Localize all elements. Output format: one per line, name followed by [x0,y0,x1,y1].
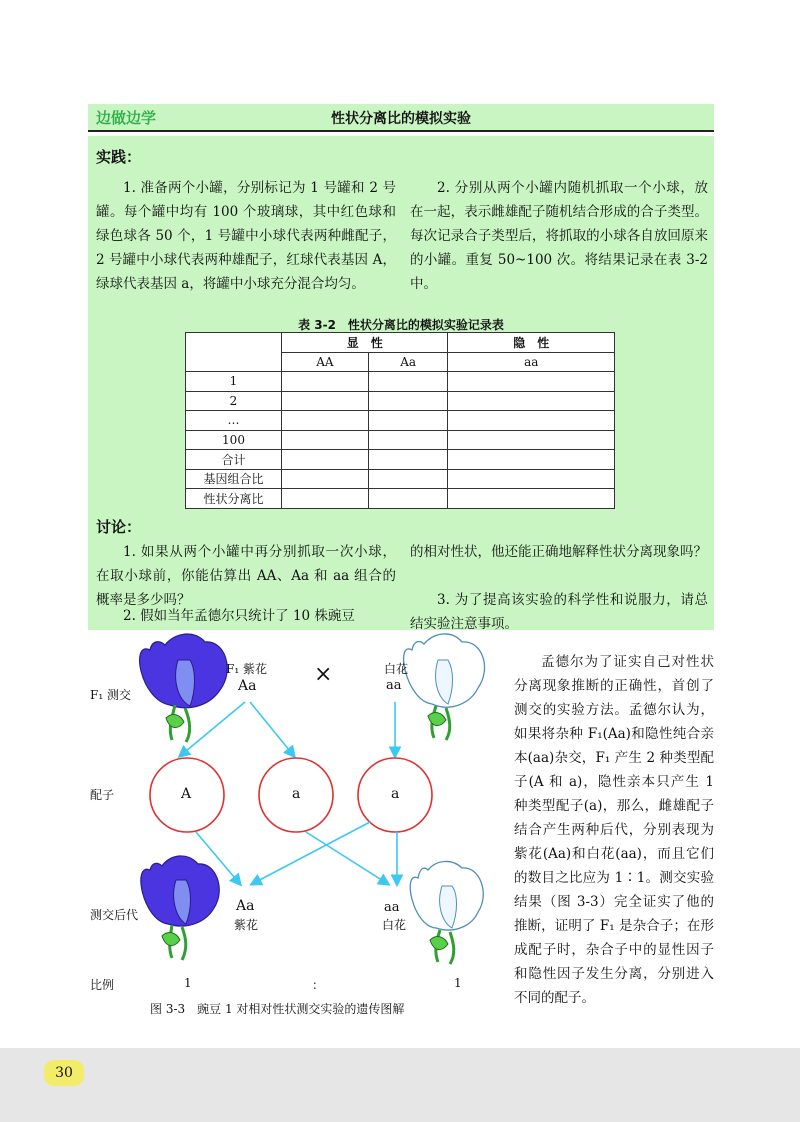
row-label: 100 [186,430,282,450]
dominant-header: 显 性 [282,333,448,353]
f1-genotype: Aa [238,678,257,694]
table-caption: 表 3-2 性状分离比的模拟实验记录表 [298,318,504,332]
figure-caption: 图 3-3 豌豆 1 对相对性状测交实验的遗传图解 [150,1002,405,1016]
testcross-explanation: 孟德尔为了证实自己对性状分离现象推断的正确性，首创了测交的实验方法。孟德尔认为，如果将杂种 F₁(Aa)和隐性纯合亲本(aa)杂交，F₁ 产生 2 种类型配子(A 和 a)，隐性亲本只产生 1 种类型配子(a)，那么，雌雄配子结合产生两种后代，分别表现为紫花(Aa)和白花(aa)，而且它们的数目之比应为 1∶1。测交实验结果（图 3-3）完全证实了他的推断，证明了 F₁ 是杂合子；在形成配子时，杂合子中的显性因子和隐性因子发生分离，分别进入不同的配子。 [514,654,714,1006]
white-label: 白花 [384,662,409,676]
purple-flower-offspring [141,856,219,960]
discussion-heading: 讨论： [96,518,142,536]
row-label: 合计 [186,450,282,470]
col-header-aa: aa [448,352,615,372]
offspring-1-phenotype: 紫花 [234,918,259,932]
white-flower-parent [404,634,485,740]
row-label: 1 [186,372,282,392]
practice-step-2: 2. 分别从两个小罐内随机抓取一个小球，放在一起，表示雌雄配子随机结合形成的合子类型。每次记录合子类型后，将抓取的小球各自放回原来的小罐。重复 50~100 次。将结果记录在表 3-2 中。 [410,180,708,292]
white-genotype: aa [386,678,402,693]
offspring-2-genotype: aa [384,900,400,915]
ratio-separator: ： [312,978,325,992]
practice-step-1: 1. 准备两个小罐，分别标记为 1 号罐和 2 号罐。每个罐中均有 100 个玻璃球，其中红色球和绿色球各 50 个，1 号罐中小球代表两种雌配子，2 号罐中小球代表两种雄配子，红球代表基因 A，绿球代表基因 a，将罐中小球充分混合均匀。 [96,180,396,292]
col-header-AA: AA [282,352,369,372]
f1-label: F₁ 紫花 [226,662,267,676]
label-gametes: 配子 [90,788,115,802]
label-test-cross: F₁ 测交 [90,688,131,702]
ratio-left: 1 [184,976,192,990]
row-label: … [186,411,282,431]
offspring-1-genotype: Aa [236,898,255,914]
gamete-a1: a [292,786,301,802]
col-header-Aa: Aa [368,352,448,372]
recessive-header: 隐 性 [448,333,615,353]
discussion-q2-start: 2. 假如当年孟德尔只统计了 10 株豌豆 [123,608,355,624]
label-ratio: 比例 [90,978,115,992]
discussion-q2-end: 的相对性状，他还能正确地解释性状分离现象吗？ [410,544,707,560]
page-title: 性状分离比的模拟实验 [331,111,471,127]
white-flower-offspring [410,861,483,964]
row-label: 2 [186,391,282,411]
arrow-a2-to-Aa [252,822,370,884]
arrow-a1-to-aa [306,832,388,884]
page-number: 30 [44,1060,84,1086]
row-label: 基因组合比 [186,469,282,489]
discussion-q1: 1. 如果从两个小罐中再分别抓取一次小球，在取小球前，你能估算出 AA、Aa 和 aa 组合的概率是多少吗？ [96,544,396,608]
offspring-2-phenotype: 白花 [382,918,407,932]
row-label: 性状分离比 [186,489,282,509]
gamete-A: A [181,786,192,802]
label-offspring: 测交后代 [90,908,139,922]
ratio-right: 1 [454,976,462,990]
practice-heading: 实践： [96,148,142,166]
purple-flower-parent [140,634,228,742]
section-tag: 边做边学 [96,109,157,127]
cross-symbol: × [314,662,333,687]
arrow-f1-to-a [250,702,294,756]
discussion-q3: 3. 为了提高该实验的科学性和说服力，请总结实验注意事项。 [410,592,708,632]
gamete-a2: a [391,786,400,802]
